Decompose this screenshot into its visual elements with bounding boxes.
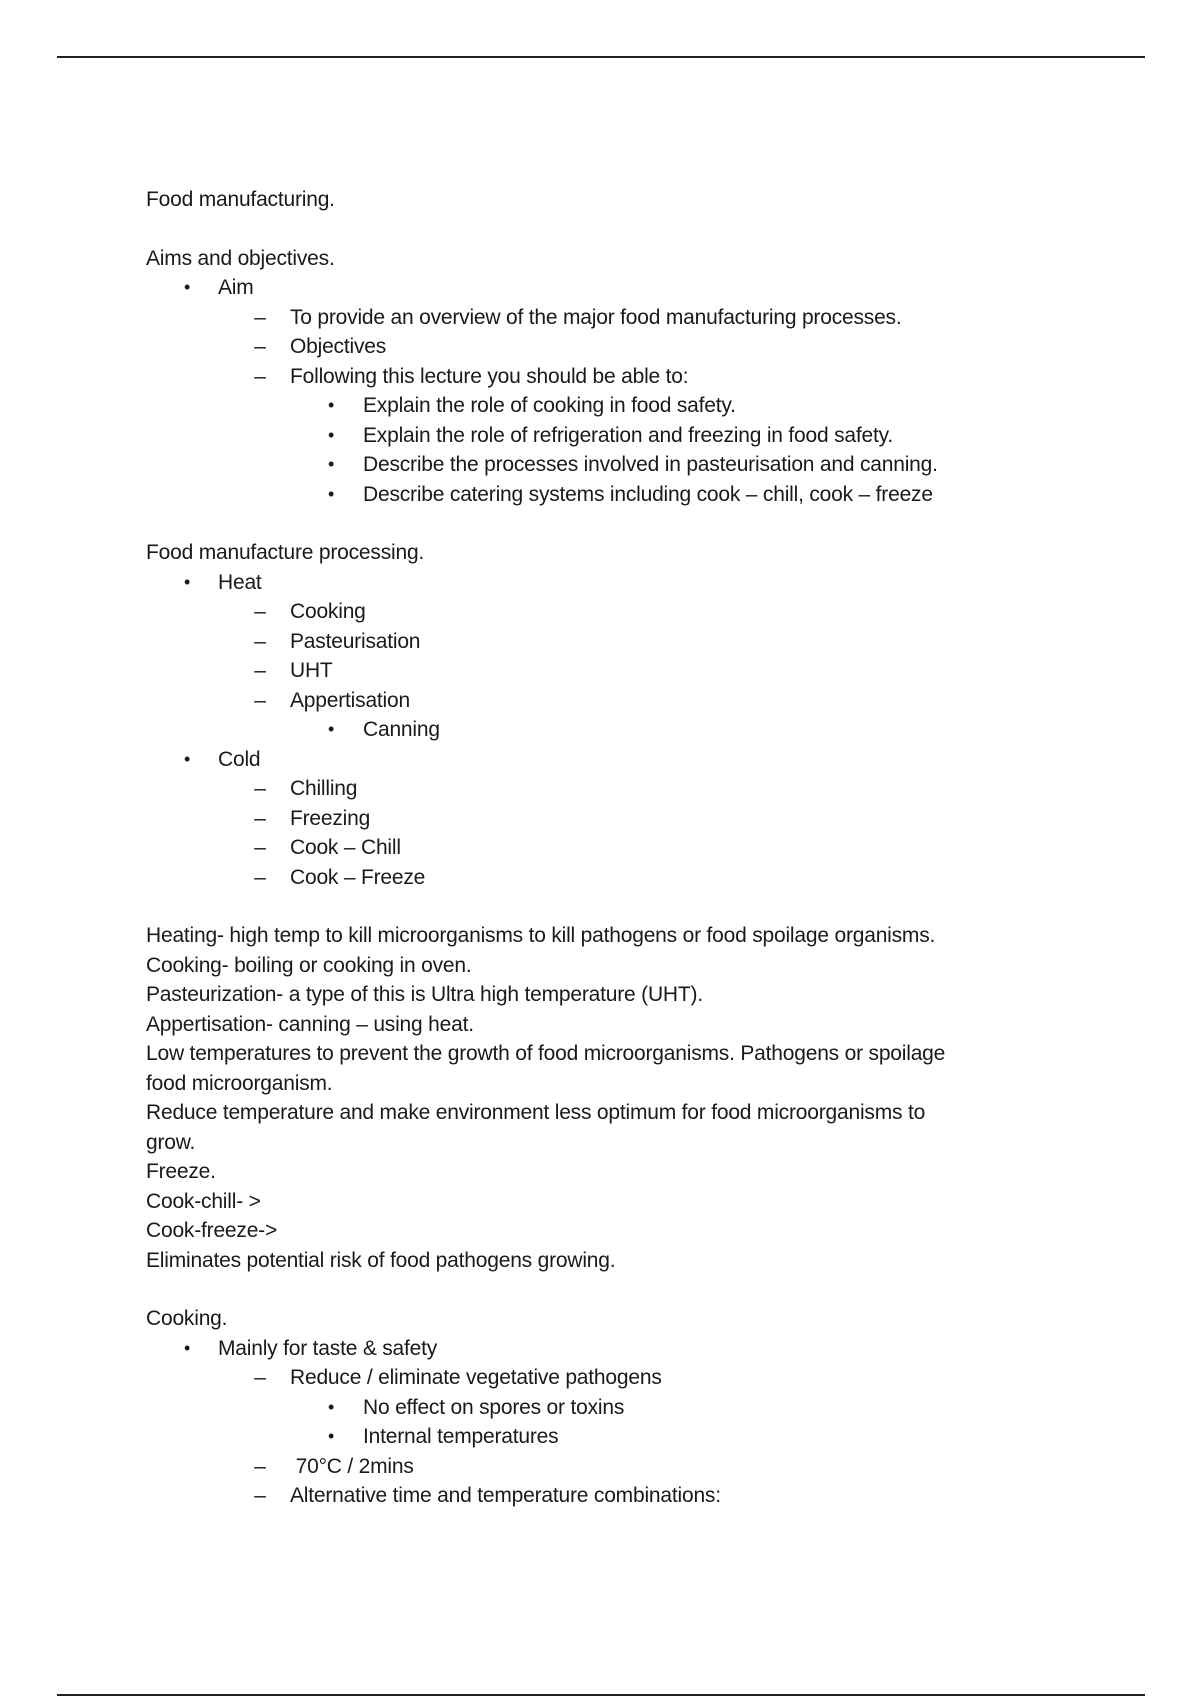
- section-heading: Aims and objectives.: [146, 246, 335, 270]
- list-item: [146, 362, 1066, 392]
- list-item: [146, 774, 1066, 804]
- list-item-text: Internal temperatures: [363, 1425, 559, 1448]
- bullet-marker: •: [327, 454, 335, 474]
- paragraph-line: Cook-freeze->: [146, 1219, 278, 1242]
- list-item: [146, 656, 1066, 686]
- dash-marker: –: [254, 659, 266, 682]
- document-body: [146, 185, 1066, 1511]
- list-item: [146, 303, 1066, 333]
- list-item-text: Objectives: [290, 335, 387, 358]
- list-item-text: Reduce / eliminate vegetative pathogens: [290, 1366, 662, 1389]
- list-item-text: Explain the role of refrigeration and freezing in food safety.: [363, 423, 894, 447]
- dash-marker: –: [254, 305, 266, 329]
- footer-rule: [57, 1694, 1145, 1696]
- list-item-text: To provide an overview of the major food manufacturing processes.: [290, 305, 902, 329]
- list-item: [146, 804, 1066, 834]
- list-item-text: Canning: [363, 718, 440, 741]
- list-item: [146, 1422, 1066, 1452]
- list-item-text: Alternative time and temperature combinations:: [290, 1484, 721, 1507]
- list-item: [146, 1481, 1066, 1511]
- list-item: [146, 715, 1066, 745]
- section-heading: Food manufacture processing.: [146, 541, 425, 564]
- dash-marker: –: [254, 1454, 266, 1478]
- bullet-marker: •: [327, 1426, 335, 1446]
- dash-marker: –: [254, 777, 266, 800]
- list-item-text: Pasteurisation: [290, 629, 421, 653]
- list-item: [146, 1363, 1066, 1393]
- dash-marker: –: [254, 335, 266, 358]
- list-item-text: No effect on spores or toxins: [363, 1395, 625, 1419]
- bullet-marker: •: [327, 719, 335, 739]
- section-heading: Food manufacturing.: [146, 188, 335, 211]
- header-rule: [57, 56, 1145, 58]
- list-item-text: Cook – Freeze: [290, 865, 426, 889]
- dash-marker: –: [254, 629, 266, 653]
- dash-marker: –: [254, 836, 266, 859]
- dash-marker: –: [254, 806, 266, 830]
- list-item: [146, 1393, 1066, 1423]
- list-item-text: Cooking: [290, 600, 366, 623]
- bullet-marker: •: [327, 1396, 335, 1417]
- list-item: [146, 480, 1066, 510]
- list-item: [146, 421, 1066, 451]
- list-item-text: Appertisation: [290, 688, 410, 712]
- list-item: [146, 332, 1066, 362]
- paragraph-line: Heating- high temp to kill microorganisms to kill pathogens or food spoilage organisms.: [146, 924, 936, 947]
- paragraph-line: Freeze.: [146, 1160, 216, 1183]
- list-item-text: Cook – Chill: [290, 836, 401, 859]
- dash-marker: –: [254, 1484, 266, 1507]
- bullet-marker: •: [327, 483, 335, 504]
- list-item-text: Describe catering systems including cook – chill, cook – freeze: [363, 482, 933, 506]
- list-item-text: Mainly for taste & safety: [218, 1336, 438, 1360]
- list-item: [146, 686, 1066, 716]
- list-item: [146, 273, 1066, 303]
- list-item: [146, 391, 1066, 421]
- bullet-marker: •: [327, 395, 335, 415]
- dash-marker: –: [254, 1366, 266, 1389]
- list-item: [146, 597, 1066, 627]
- list-item-text: 70°C / 2mins: [290, 1454, 414, 1478]
- list-item-text: Describe the processes involved in pasteurisation and canning.: [363, 453, 938, 476]
- bullet-marker: •: [183, 277, 191, 297]
- dash-marker: –: [254, 364, 266, 388]
- list-item: [146, 833, 1066, 863]
- list-item-text: Following this lecture you should be able to:: [290, 364, 689, 388]
- list-item-text: Chilling: [290, 777, 358, 800]
- list-item: [146, 627, 1066, 657]
- list-item: [146, 745, 1066, 775]
- list-item: [146, 568, 1066, 598]
- list-item: [146, 450, 1066, 480]
- paragraph-line: Pasteurization- a type of this is Ultra high temperature (UHT).: [146, 983, 703, 1006]
- list-item: [146, 863, 1066, 893]
- dash-marker: –: [254, 600, 266, 623]
- dash-marker: –: [254, 688, 266, 712]
- list-item: [146, 1452, 1066, 1482]
- list-item-text: UHT: [290, 659, 333, 682]
- paragraph-line: Appertisation- canning – using heat.: [146, 1012, 474, 1036]
- paragraph-line: Low temperatures to prevent the growth of food microorganisms. Pathogens or spoilage: [146, 1042, 946, 1065]
- list-item-text: Explain the role of cooking in food safety.: [363, 394, 736, 417]
- paragraph-line: Eliminates potential risk of food pathogens growing.: [146, 1248, 616, 1272]
- list-item-text: Freezing: [290, 806, 371, 830]
- dash-marker: –: [254, 865, 266, 889]
- list-item: [146, 1334, 1066, 1364]
- paragraph-line: Cooking- boiling or cooking in oven.: [146, 953, 472, 977]
- paragraph-line: Cook-chill- >: [146, 1189, 261, 1213]
- list-item-text: Aim: [218, 276, 254, 299]
- list-item-text: Cold: [218, 747, 261, 771]
- list-item-text: Heat: [218, 570, 262, 594]
- bullet-marker: •: [327, 424, 335, 445]
- section-heading: Cooking.: [146, 1307, 228, 1330]
- bullet-marker: •: [183, 571, 191, 592]
- paragraph-line: grow.: [146, 1130, 196, 1154]
- paragraph-line: Reduce temperature and make environment less optimum for food microorganisms to: [146, 1101, 926, 1124]
- bullet-marker: •: [183, 1337, 191, 1358]
- bullet-marker: •: [183, 748, 191, 769]
- paragraph-line: food microorganism.: [146, 1071, 333, 1095]
